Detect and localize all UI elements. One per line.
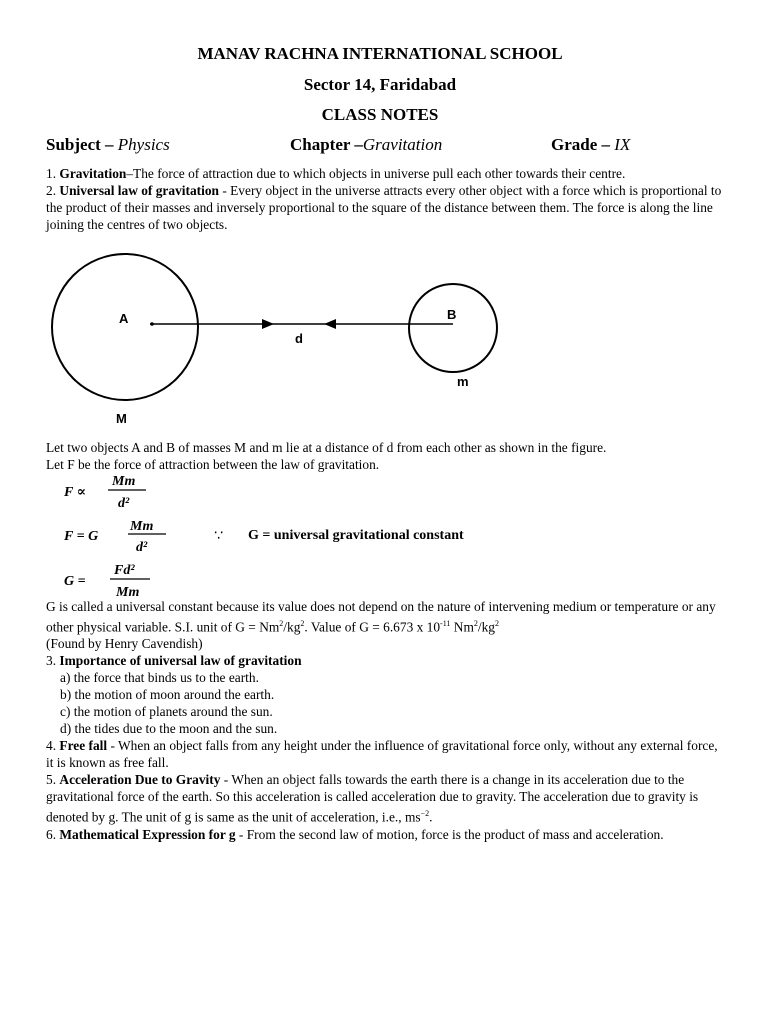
label-A: A [119, 311, 129, 326]
paragraph-math-expression [46, 826, 726, 843]
item-number: 2. [46, 183, 57, 198]
text-run: /kg [477, 619, 495, 635]
chapter-value: Gravitation [362, 135, 443, 154]
figure-description [46, 439, 726, 473]
description-line-1: Let two objects A and B of masses M and m lie at a distance of d from each other as shown in the figure. [46, 440, 607, 455]
formula-denominator: d² [118, 496, 130, 511]
item-number: 4. [46, 738, 57, 754]
superscript: 2 [300, 619, 305, 628]
grade-label: Grade – [551, 135, 611, 154]
circle-mass-m [409, 284, 497, 372]
item-text: –The force of attraction due to which objects in universe pull each other towards their centre. [126, 166, 626, 181]
grade-value: IX [614, 135, 631, 154]
superscript: 2 [473, 619, 478, 628]
formula-with-G [63, 519, 464, 555]
formula-lhs: F = G [64, 529, 99, 544]
list-item: d) the tides due to the moon and the sun. [60, 721, 278, 737]
formula-numerator: Fd² [114, 563, 135, 578]
item-number: 5. [46, 772, 57, 788]
subject-value: Physics [117, 135, 170, 154]
two-mass-figure [40, 252, 500, 432]
circle-mass-M [52, 254, 198, 400]
subject-label: Subject – [46, 135, 114, 154]
arrow-right-icon [262, 319, 274, 329]
list-item: b) the motion of moon around the earth. [60, 687, 275, 703]
item-number: 3. [46, 653, 57, 669]
text-run: /kg [283, 619, 301, 635]
paragraph-universal-law [46, 182, 726, 233]
item-text: - When an object falls from any height under the influence of gravitational force only, without any external force, it is known as free fall. [46, 738, 718, 771]
label-d: d [295, 331, 303, 346]
superscript: -11 [440, 619, 451, 628]
chapter-label: Chapter – [290, 135, 363, 154]
superscript: −2 [420, 809, 430, 819]
intro-section [46, 165, 726, 233]
formula-proportional [63, 474, 146, 511]
school-sector: Sector 14, Faridabad [303, 75, 457, 94]
item-text: - When an object falls towards the earth there is a change in its acceleration due to the gravitational force of the earth. So this acceleration is called acceleration due to gravity. The acceleration due to gravity is denoted by g. The unit of g is same as the unit of acceleration, i.e., ms [46, 772, 699, 825]
item-term: Free fall [59, 738, 108, 754]
text-run: G is called a universal constant because its value does not depend on the nature of intervening medium or temperature or any other physical variable. S.I. unit of G = Nm [46, 599, 716, 635]
arrow-left-icon [324, 319, 336, 329]
grade-field [551, 135, 630, 155]
formula-numerator: Mm [112, 474, 136, 489]
subject-field [46, 135, 170, 155]
paragraph-importance [46, 652, 726, 669]
text-run: . Value of G = 6.673 x 10 [304, 619, 441, 635]
list-item: c) the motion of planets around the sun. [60, 704, 273, 720]
formula-numerator: Mm [130, 519, 154, 534]
label-M: M [116, 411, 127, 426]
paragraph-gravitation [46, 165, 726, 182]
formula-lhs: F ∝ [64, 485, 86, 500]
document-title: CLASS NOTES [321, 105, 439, 124]
item-term: Acceleration Due to Gravity [59, 772, 221, 788]
item-term: Importance of universal law of gravitation [59, 653, 302, 669]
superscript: 2 [494, 619, 499, 628]
item-text: - Every object in the universe attracts every other object with a force which is proportional to the product of their masses and inversely proportional to the square of the distance between them. The force is along the line joining the centres of two objects. [46, 183, 722, 232]
item-term: Mathematical Expression for g [59, 826, 236, 842]
description-line-2: Let F be the force of attraction between the law of gravitation. [46, 457, 380, 472]
label-m: m [457, 374, 469, 389]
formula-denominator: Mm [116, 585, 140, 600]
formula-block [58, 472, 628, 602]
label-B: B [447, 307, 457, 322]
centre-dot-A [150, 322, 154, 326]
text-run: Nm [450, 619, 474, 635]
school-name: MANAV RACHNA INTERNATIONAL SCHOOL [197, 44, 563, 63]
gravitational-constant-note: G = universal gravitational constant [248, 528, 464, 543]
superscript: 2 [279, 619, 284, 628]
formula-lhs: G = [64, 574, 86, 589]
chapter-field [290, 135, 442, 155]
item-text: . [429, 809, 433, 825]
item-term: Gravitation [59, 166, 127, 181]
list-item: a) the force that binds us to the earth. [60, 670, 259, 686]
item-text: - From the second law of motion, force is the product of mass and acceleration. [235, 826, 664, 842]
paragraph-constant-G [46, 598, 726, 635]
item-term: Universal law of gravitation [59, 183, 219, 198]
paragraph-free-fall [46, 737, 726, 771]
formula-denominator: d² [136, 540, 148, 555]
because-symbol: ∵ [214, 527, 223, 543]
formula-G [64, 563, 150, 600]
item-number: 1. [46, 166, 57, 181]
cavendish-note: (Found by Henry Cavendish) [46, 636, 203, 652]
item-number: 6. [46, 826, 57, 842]
main-notes [46, 598, 726, 843]
paragraph-acceleration-gravity [46, 771, 726, 825]
